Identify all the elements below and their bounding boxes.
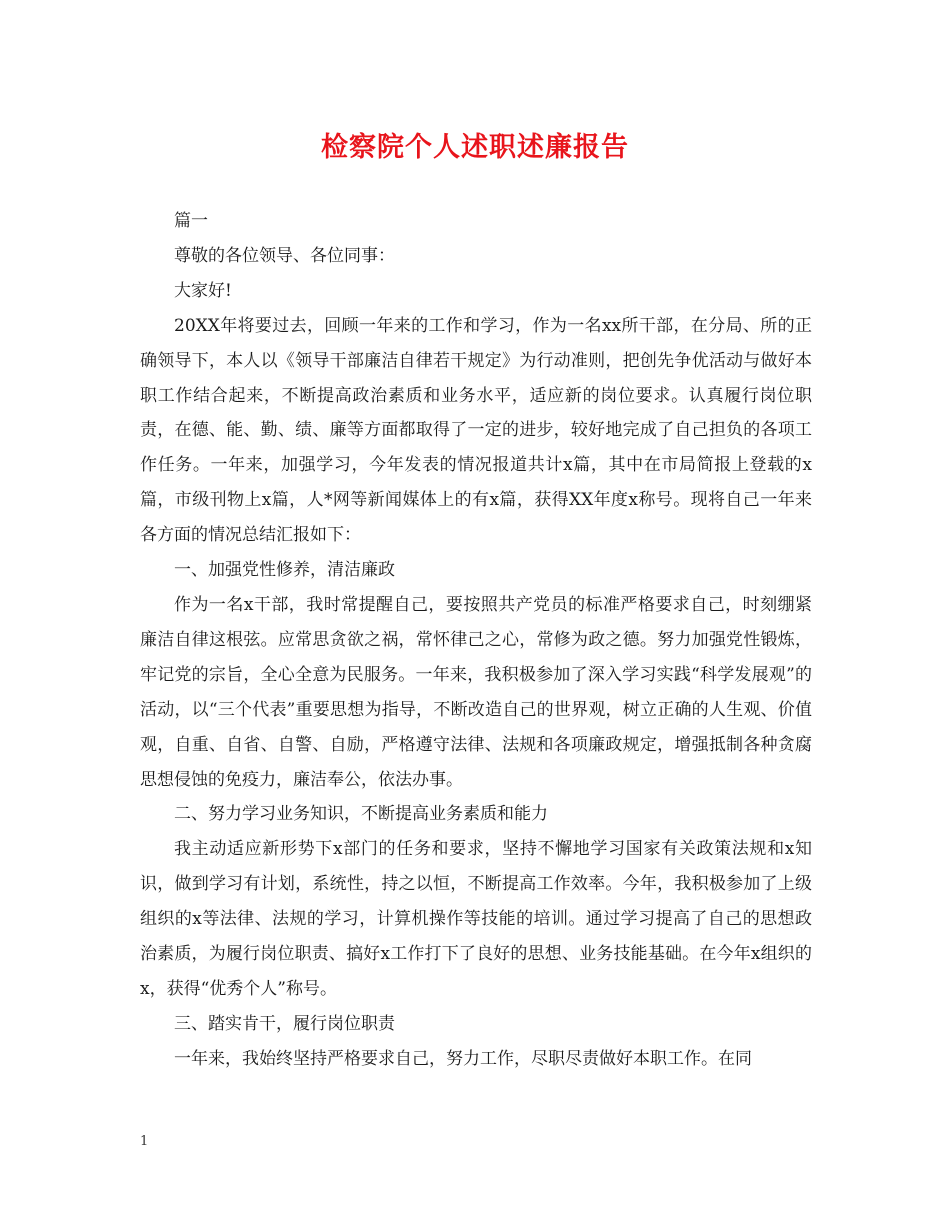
intro-paragraph: 20XX年将要过去，回顾一年来的工作和学习，作为一名xx所干部，在分局、所的正确领导下，本人以《领导干部廉洁自律若干规定》为行动准则，把创先争优活动与做好本职工作结合起来，不断提高政治素质和业务水平，适应新的岗位要求。认真履行岗位职责，在德、能、勤、绩、廉等方面都取得了一定的进步，较好地完成了自己担负的各项工作任务。一年来，加强学习，今年发表的情况报道共计x篇，其中在市局简报上登载的x篇，市级刊物上x篇，人*网等新闻媒体上的有x篇，获得XX年度x称号。现将自己一年来各方面的情况总结汇报如下： <box>140 315 812 546</box>
section-heading-2: 二、努力学习业务知识，不断提高业务素质和能力 <box>174 804 548 825</box>
section-label: 篇一 <box>174 211 208 231</box>
section-1-paragraph: 作为一名x干部，我时常提醒自己，要按照共产党员的标准严格要求自己，时刻绷紧廉洁自律这根弦。应常思贪欲之祸，常怀律己之心，常修为政之德。努力加强党性锻炼，牢记党的宗旨，全心全意为民服务。一年来，我积极参加了深入学习实践“科学发展观”的活动，以“三个代表”重要思想为指导，不断改造自己的世界观，树立正确的人生观、价值观，自重、自省、自警、自励，严格遵守法律、法规和各项廉政规定，增强抵制各种贪腐思想侵蚀的免疫力，廉洁奉公，依法办事。 <box>140 594 812 790</box>
document-body <box>140 204 812 1077</box>
salutation: 尊敬的各位领导、各位同事： <box>174 245 395 266</box>
section-heading-1: 一、加强党性修养，清洁廉政 <box>174 560 395 581</box>
page-number: 1 <box>140 1134 149 1149</box>
section-heading-3: 三、踏实肯干，履行岗位职责 <box>174 1013 395 1034</box>
document-title: 检察院个人述职述廉报告 <box>321 132 629 163</box>
section-3-paragraph: 一年来，我始终坚持严格要求自己，努力工作，尽职尽责做好本职工作。在同 <box>174 1048 752 1069</box>
greeting: 大家好! <box>174 280 232 301</box>
section-2-paragraph: 我主动适应新形势下x部门的任务和要求，坚持不懈地学习国家有关政策法规和x知识，做到学习有计划，系统性，持之以恒，不断提高工作效率。今年，我积极参加了上级组织的x等法律、法规的学习，计算机操作等技能的培训。通过学习提高了自己的思想政治素质，为履行岗位职责、搞好x工作打下了良好的思想、业务技能基础。在今年x组织的x，获得“优秀个人”称号。 <box>140 839 812 999</box>
